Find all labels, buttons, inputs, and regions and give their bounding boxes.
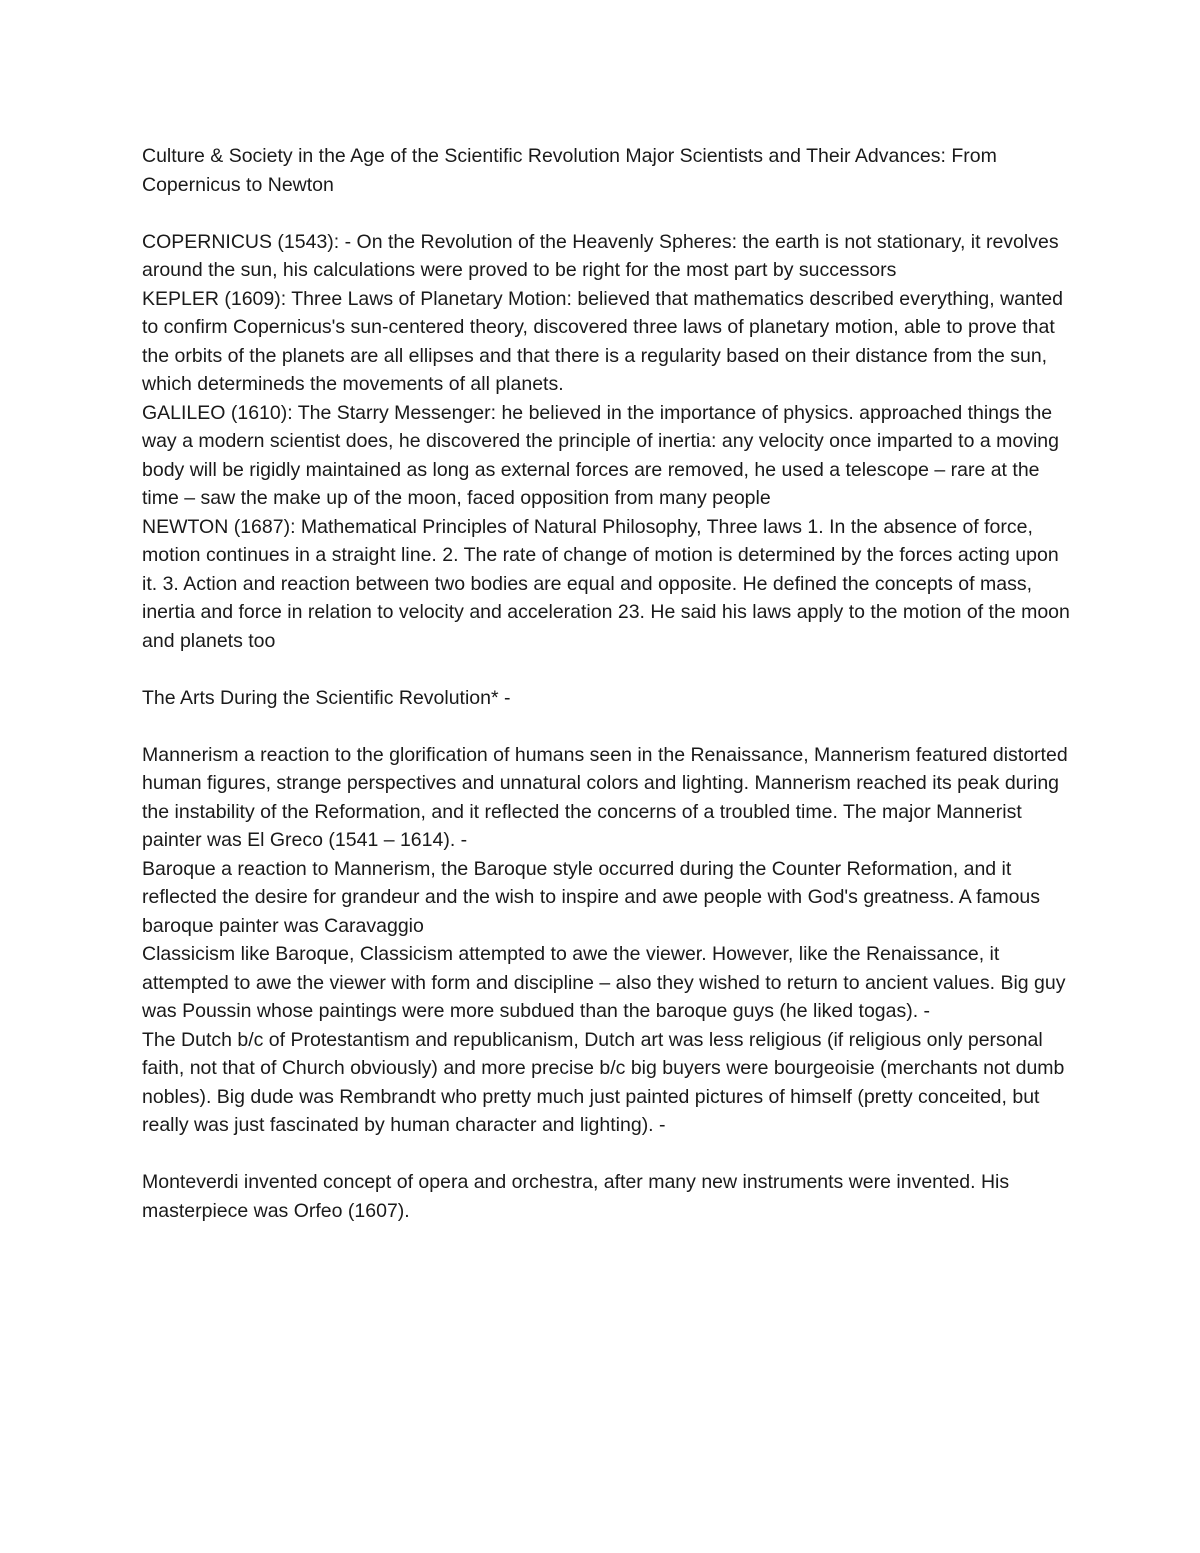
paragraph-gap (142, 655, 1072, 684)
arts-dutch: The Dutch b/c of Protestantism and republicanism, Dutch art was less religious (if religious only personal faith, not that of Church obviously) and more precise b/c big buyers were bourgeoisie (merchants not dumb nobles). Big dude was Rembrandt who pretty much just painted pictures of himself (pretty conceited, but really was just fascinated by human character and lighting). - (142, 1028, 1065, 1136)
arts-baroque: Baroque a reaction to Mannerism, the Baroque style occurred during the Counter Reformation, and it reflected the desire for grandeur and the wish to inspire and awe people with God's greatness. A famous baroque painter was Caravaggio (142, 857, 1041, 937)
paragraph-gap (142, 199, 1072, 228)
arts-mannerism: Mannerism a reaction to the glorification of humans seen in the Renaissance, Mannerism featured distorted human figures, strange perspectives and unnatural colors and lighting. Mannerism reached its peak during the instability of the Reformation, and it reflected the concerns of a troubled time. The major Mannerist painter was El Greco (1541 – 1614). - (142, 743, 1068, 851)
scientist-kepler: KEPLER (1609): Three Laws of Planetary Motion: believed that mathematics described everything, wanted to confirm Copernicus's sun-centered theory, discovered three laws of planetary motion, able to prove that the orbits of the planets are all ellipses and that there is a regularity based on their distance from the sun, which determineds the movements of all planets. (142, 287, 1063, 395)
music-monteverdi: Monteverdi invented concept of opera and orchestra, after many new instruments were invented. His masterpiece was Orfeo (1607). (142, 1171, 1010, 1222)
scientist-galileo: GALILEO (1610): The Starry Messenger: he believed in the importance of physics. approached things the way a modern scientist does, he discovered the principle of inertia: any velocity once imparted to a moving body will be rigidly maintained as long as external forces are removed, he used a telescope – rare at the time – saw the make up of the moon, faced opposition from many people (142, 401, 1059, 509)
scientist-copernicus: COPERNICUS (1543): - On the Revolution of the Heavenly Spheres: the earth is not stationary, it revolves around the sun, his calculations were proved to be right for the most part by successors (142, 230, 1059, 281)
document-page (142, 142, 1072, 1225)
scientist-newton: NEWTON (1687): Mathematical Principles of Natural Philosophy, Three laws 1. In the absence of force, motion continues in a straight line. 2. The rate of change of motion is determined by the forces acting upon it. 3. Action and reaction between two bodies are equal and opposite. He defined the concepts of mass, inertia and force in relation to velocity and acceleration 23. He said his laws apply to the motion of the moon and planets too (142, 515, 1070, 652)
arts-heading: The Arts During the Scientific Revolution* - (142, 686, 511, 709)
paragraph-gap (142, 712, 1072, 741)
paragraph-gap (142, 1140, 1072, 1169)
document-title: Culture & Society in the Age of the Scientific Revolution Major Scientists and Their Advances: From Copernicus to Newton (142, 145, 997, 196)
arts-classicism: Classicism like Baroque, Classicism attempted to awe the viewer. However, like the Renaissance, it attempted to awe the viewer with form and discipline – also they wished to return to ancient values. Big guy was Poussin whose paintings were more subdued than the baroque guys (he liked togas). - (142, 943, 1066, 1022)
